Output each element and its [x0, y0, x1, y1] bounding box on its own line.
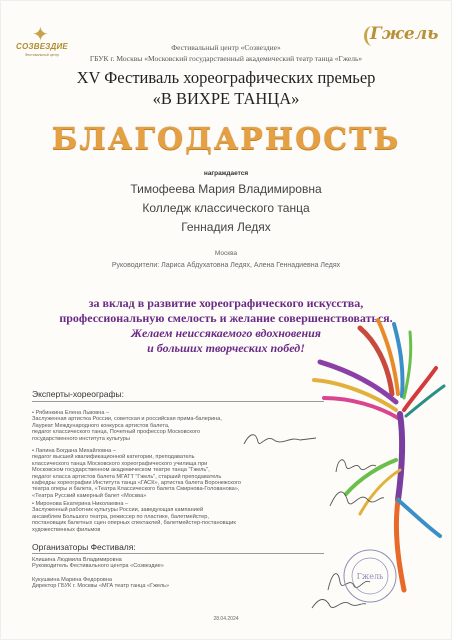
- official-stamp: [342, 548, 398, 604]
- organizer-role: Директор ГБУК г. Москвы «МГА театр танца «Гжель»: [32, 583, 170, 590]
- gzhel-logo-text: Гжель: [370, 24, 439, 44]
- experts-heading: Эксперты-хореографы:: [32, 389, 124, 399]
- festival-name: «В ВИХРЕ ТАНЦА»: [152, 89, 300, 108]
- organizer-item: [32, 577, 332, 590]
- college-name-line-1: Колледж классического танца: [142, 201, 310, 215]
- dancer-star-icon: ✦: [32, 22, 49, 46]
- organizers-divider: [32, 553, 324, 554]
- expert-name: • Миронова Екатерина Николаевна –: [32, 501, 129, 507]
- wish-line-4: и больших творческих побед!: [147, 341, 305, 355]
- wish-line-3: Желаем неиссякаемого вдохновения: [131, 326, 321, 340]
- expert-desc-line: Заслуженная артистка России, советская и российская прима-балерина,: [32, 416, 222, 423]
- organizer-line-1: Фестивальный центр «Созвездие»: [171, 43, 281, 52]
- wish-line-2: профессиональную смелость и желание совершенствоваться.: [59, 311, 393, 325]
- organizer-name: Кукушкина Марина Федоровна: [32, 577, 113, 583]
- festival-title: XV Фестиваль хореографических премьер: [76, 68, 376, 87]
- expert-desc-line: кафедры хореографии Института танца «ГАСК», артистка балета Воронежского: [32, 480, 242, 487]
- organizer-item: [32, 557, 332, 570]
- issue-date: 28.04.2024: [213, 616, 239, 622]
- certificate-heading: БЛАГОДАРНОСТЬ: [51, 122, 401, 157]
- expert-item: [32, 448, 342, 499]
- expert-desc-line: Заслуженный работник культуры России, заведующая кампанией: [32, 507, 204, 514]
- expert-desc-line: художественных фильмов: [32, 526, 101, 533]
- leaders: Руководители: Лариса Абдухатовна Ледях, Алена Геннадиевна Ледях: [111, 262, 341, 269]
- expert-desc-line: педагог высшей квалификационной категории, преподаватель: [32, 454, 195, 461]
- awarded-label: награждается: [203, 170, 249, 177]
- signature-2: [330, 452, 380, 478]
- expert-name: • Рябинкина Елена Львовна –: [32, 410, 110, 416]
- city: Москва: [214, 250, 238, 257]
- wish-line-1: за вклад в развитие хореографического искусства,: [88, 296, 364, 310]
- organizers-heading: Организаторы Фестиваля:: [32, 542, 136, 552]
- expert-desc-line: государственного института культуры: [32, 435, 130, 442]
- expert-desc-line: педагог класса артистов балета МГАТТ "Гжель", старший преподаватель: [32, 473, 222, 480]
- expert-desc-line: ансамблем Большого театра, режиссер по пластике, балетмейстер,: [32, 513, 209, 520]
- stamp-text: Гжель: [356, 572, 384, 581]
- experts-divider: [32, 401, 324, 402]
- expert-name: • Лапина Богдана Михайловна –: [32, 448, 116, 454]
- expert-desc-line: классического танца Московского хореографического училища при: [32, 460, 208, 467]
- organizer-role: Руководитель Фестивального центра «Созвездие»: [32, 563, 164, 570]
- expert-desc-line: театра оперы и балета, «Театра Классического балета Смирнова-Голованова»,: [32, 486, 240, 493]
- college-name-line-2: Геннадия Ледях: [181, 220, 271, 234]
- expert-desc-line: Московском государственном академическом театре танца "Гжель",: [32, 467, 210, 474]
- sozvezdie-logo-text: СОЗВЕЗДИЕ: [16, 42, 68, 51]
- recipient-name: Тимофеева Мария Владимировна: [130, 182, 322, 196]
- expert-desc-line: Лауреат Международного конкурса артистов балета,: [32, 422, 170, 429]
- expert-desc-line: педагог классического танца, Почетный профессор Московского: [32, 429, 200, 436]
- expert-item: [32, 501, 342, 533]
- expert-desc-line: постановщик балетных сцен оперных спектаклей, балетмейстер-постановщик: [32, 520, 236, 527]
- organizer-line-2: ГБУК г. Москвы «Московский государственный академический театр танца «Гжель»: [89, 54, 363, 63]
- signature-3: [326, 484, 386, 512]
- sozvezdie-logo-subtext: Фестивальный центр: [24, 53, 60, 57]
- organizer-name: Клишина Людмила Владимировна: [32, 557, 122, 563]
- signature-1: [240, 428, 320, 450]
- expert-desc-line: «Театра Русский камерный балет «Москва»: [32, 492, 147, 499]
